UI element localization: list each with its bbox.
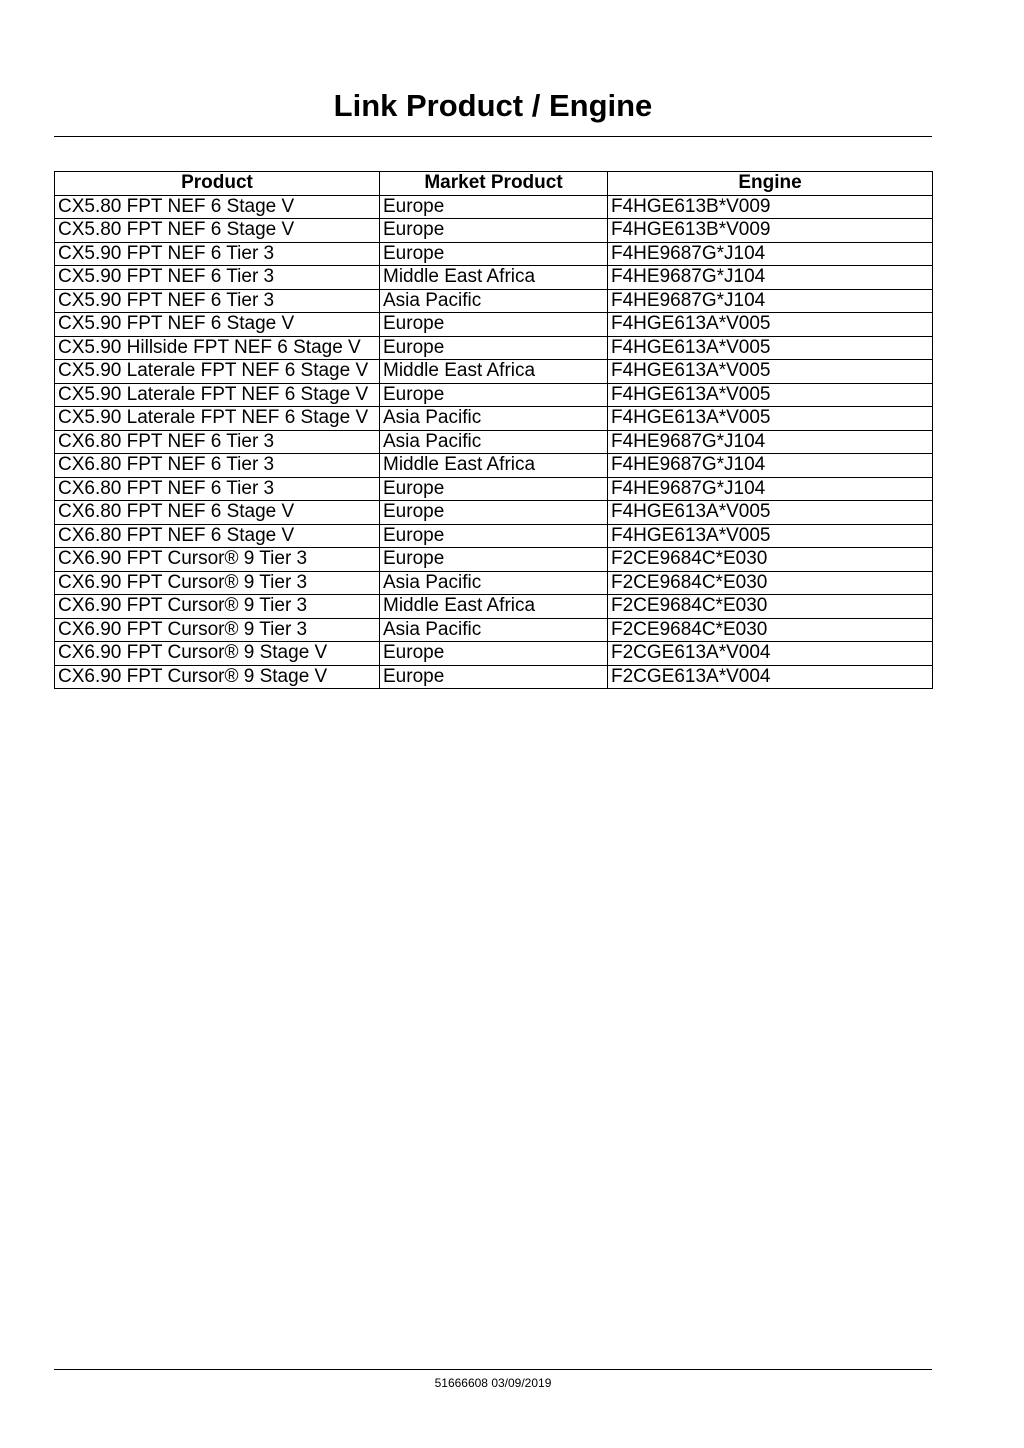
table-row [55,383,933,407]
table-row [55,360,933,384]
cell-engine: F4HE9687G*J104 [608,430,933,454]
cell-product: CX6.90 FPT Cursor® 9 Tier 3 [55,618,380,642]
footer-document-code: 51666608 03/09/2019 [434,1376,552,1390]
table-row [55,665,933,689]
cell-product: CX5.90 FPT NEF 6 Tier 3 [55,266,380,290]
cell-market-product: Middle East Africa [380,595,608,619]
table-row [55,477,933,501]
table-row [55,266,933,290]
cell-product: CX5.90 FPT NEF 6 Tier 3 [55,289,380,313]
table-row [55,571,933,595]
cell-market-product: Europe [380,336,608,360]
cell-market-product: Europe [380,195,608,219]
cell-engine: F2CE9684C*E030 [608,595,933,619]
table-row [55,595,933,619]
table-row [55,289,933,313]
cell-engine: F4HE9687G*J104 [608,454,933,478]
cell-market-product: Asia Pacific [380,289,608,313]
table-row [55,454,933,478]
cell-product: CX6.90 FPT Cursor® 9 Stage V [55,665,380,689]
table-row [55,336,933,360]
cell-product: CX6.80 FPT NEF 6 Tier 3 [55,454,380,478]
cell-engine: F4HGE613A*V005 [608,336,933,360]
table-row [55,407,933,431]
cell-engine: F4HE9687G*J104 [608,477,933,501]
cell-product: CX5.80 FPT NEF 6 Stage V [55,195,380,219]
cell-engine: F2CE9684C*E030 [608,618,933,642]
cell-engine: F2CE9684C*E030 [608,571,933,595]
cell-market-product: Europe [380,665,608,689]
cell-market-product: Europe [380,477,608,501]
cell-product: CX5.90 FPT NEF 6 Stage V [55,313,380,337]
cell-product: CX5.90 Laterale FPT NEF 6 Stage V [55,383,380,407]
cell-engine: F4HGE613A*V005 [608,383,933,407]
cell-market-product: Asia Pacific [380,571,608,595]
cell-engine: F4HE9687G*J104 [608,242,933,266]
cell-market-product: Europe [380,383,608,407]
cell-engine: F2CE9684C*E030 [608,548,933,572]
table-row [55,195,933,219]
cell-engine: F4HGE613B*V009 [608,219,933,243]
cell-engine: F2CGE613A*V004 [608,642,933,666]
table-row [55,618,933,642]
cell-market-product: Europe [380,242,608,266]
table-body [55,195,933,689]
cell-market-product: Asia Pacific [380,430,608,454]
table-row [55,501,933,525]
cell-market-product: Europe [380,548,608,572]
cell-product: CX6.80 FPT NEF 6 Tier 3 [55,477,380,501]
table-row [55,430,933,454]
footer-divider [54,1369,932,1370]
cell-engine: F4HGE613A*V005 [608,407,933,431]
cell-engine: F4HGE613A*V005 [608,360,933,384]
page-title: Link Product / Engine [333,88,653,123]
cell-engine: F4HE9687G*J104 [608,266,933,290]
cell-market-product: Asia Pacific [380,618,608,642]
cell-product: CX5.90 Laterale FPT NEF 6 Stage V [55,407,380,431]
cell-engine: F4HE9687G*J104 [608,289,933,313]
cell-product: CX6.80 FPT NEF 6 Stage V [55,524,380,548]
cell-product: CX5.90 Laterale FPT NEF 6 Stage V [55,360,380,384]
cell-market-product: Europe [380,524,608,548]
cell-market-product: Europe [380,642,608,666]
cell-engine: F4HGE613A*V005 [608,501,933,525]
cell-engine: F4HGE613B*V009 [608,195,933,219]
column-header-engine: Engine [608,172,933,196]
cell-engine: F2CGE613A*V004 [608,665,933,689]
column-header-product: Product [55,172,380,196]
cell-market-product: Middle East Africa [380,266,608,290]
cell-engine: F4HGE613A*V005 [608,313,933,337]
table-row [55,219,933,243]
table-header-row [55,172,933,196]
cell-market-product: Middle East Africa [380,360,608,384]
cell-market-product: Middle East Africa [380,454,608,478]
cell-market-product: Europe [380,313,608,337]
table-row [55,548,933,572]
cell-product: CX6.90 FPT Cursor® 9 Stage V [55,642,380,666]
cell-product: CX6.80 FPT NEF 6 Tier 3 [55,430,380,454]
title-divider [54,136,932,137]
cell-market-product: Europe [380,501,608,525]
cell-market-product: Asia Pacific [380,407,608,431]
cell-product: CX5.80 FPT NEF 6 Stage V [55,219,380,243]
cell-product: CX6.80 FPT NEF 6 Stage V [55,501,380,525]
cell-product: CX6.90 FPT Cursor® 9 Tier 3 [55,595,380,619]
cell-product: CX5.90 Hillside FPT NEF 6 Stage V [55,336,380,360]
cell-product: CX6.90 FPT Cursor® 9 Tier 3 [55,571,380,595]
table-row [55,313,933,337]
table-row [55,642,933,666]
cell-market-product: Europe [380,219,608,243]
column-header-market-product: Market Product [380,172,608,196]
product-engine-table [54,171,933,689]
table-row [55,524,933,548]
cell-product: CX6.90 FPT Cursor® 9 Tier 3 [55,548,380,572]
cell-product: CX5.90 FPT NEF 6 Tier 3 [55,242,380,266]
cell-engine: F4HGE613A*V005 [608,524,933,548]
table-row [55,242,933,266]
